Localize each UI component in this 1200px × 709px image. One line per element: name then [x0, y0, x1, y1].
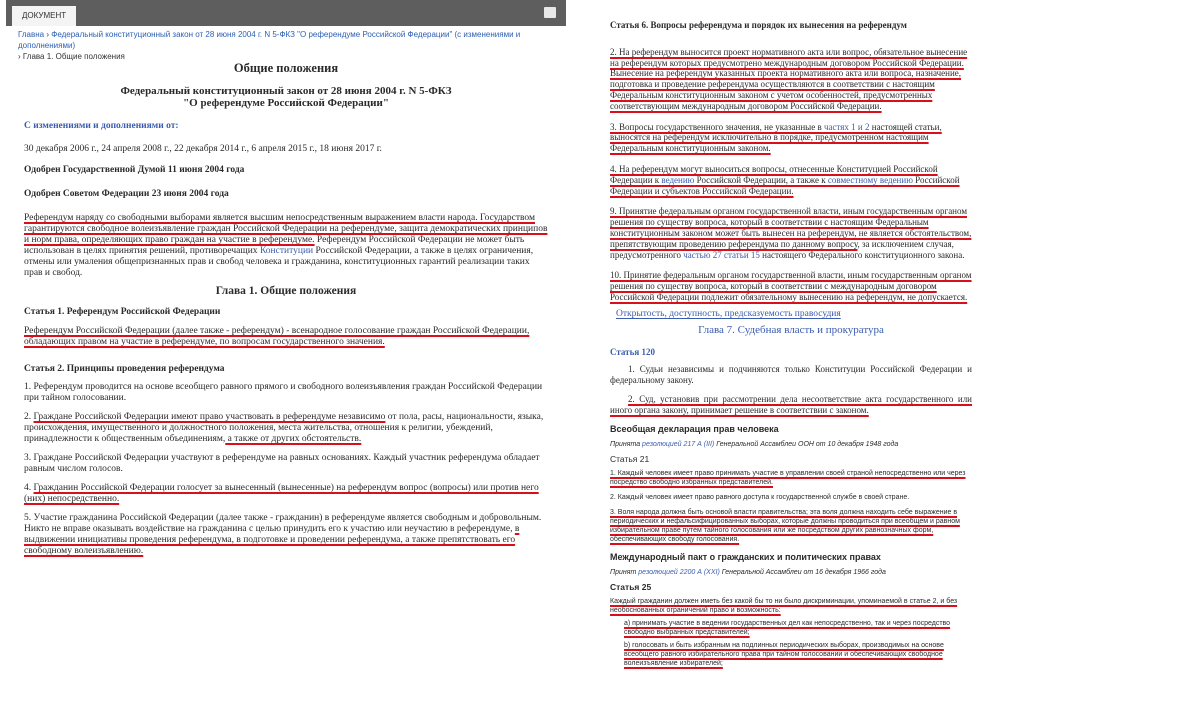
para-number: 2. — [24, 412, 34, 422]
article-1-title: Статья 1. Референдум Российской Федерации — [24, 307, 221, 317]
article-21-para-3-highlight: 3. Воля народа должна быть основой власти правительства; эта воля должна находить себе выражение в периодических и нефальсифицированных выборах, которые должны проводиться при всеобщем и равном избирательном праве путем тайного голосования или же посредством других равнозначных форм, обеспечивающих свободу голосования. — [610, 509, 960, 544]
article-6-para-4 — [610, 164, 972, 196]
article-6-para-2 — [610, 47, 972, 112]
article-25-intro — [610, 597, 972, 615]
resolution-217-link[interactable]: резолюцией 217 А (III) — [642, 441, 715, 449]
approved-council: Одобрен Советом Федерации 23 июня 2004 года — [24, 189, 229, 199]
breadcrumb — [6, 26, 566, 61]
page-title: Общие положения — [233, 61, 339, 75]
iccpr-subtitle-text-end: Генеральной Ассамблеи от 16 декабря 1966 года — [719, 569, 886, 577]
article-120-para-2-highlight: 2. Суд, установив при рассмотрении дела несоответствие акта государственного или иного органа закону, принимает решение в соответствии с законом. — [610, 393, 972, 415]
jurisdiction-link[interactable]: ведению — [661, 174, 695, 185]
tab-document[interactable]: ДОКУМЕНТ — [12, 6, 76, 26]
article-25-item-a-highlight: а) принимать участие в ведении государственных дел как непосредственно, так и через посредство свободно выбранных представителей; — [624, 620, 951, 637]
law-title — [24, 85, 548, 109]
parts-1-2-link[interactable]: частях 1 и 2 — [823, 121, 870, 132]
article-25-item-a — [624, 619, 972, 637]
resolution-2200-link[interactable]: резолюцией 2200 А (XXI) — [638, 569, 720, 577]
breadcrumb-home-link[interactable]: Главна — [18, 30, 45, 39]
article-6-para-3 — [610, 122, 972, 154]
preamble — [24, 213, 548, 279]
preamble-text-end: Российской Федерации, а также в целях ограничения, отмены или умаления общепризнанных прав и свобод человека и гражданина, конституционных гарантий реализации таких прав и свобод. — [24, 246, 534, 278]
article-21-title: Статья 21 — [610, 454, 650, 465]
iccpr-subtitle-text: Принят — [610, 569, 639, 577]
article-21-para-1 — [610, 469, 972, 487]
preamble-text: Референдум Российской Федерации не может быть использован в целях принятия решений, противоречащих — [24, 235, 525, 256]
article-6-para-4-text-mid: Российской Федерации, а также к — [694, 174, 828, 185]
udhr-title: Всеобщая декларация прав человека — [610, 424, 779, 435]
left-document-panel — [6, 0, 566, 709]
amendments-link[interactable]: С изменениями и дополнениями от: — [24, 121, 179, 131]
article-6-para-9-text-end: настоящего Федерального конституционного закона. — [759, 249, 965, 260]
openness-link[interactable]: Открытость, доступность, предсказуемость правосудия — [616, 308, 841, 319]
article-6-para-3-text-end: настоящей статьи, выносятся на референдум исключительно в порядке, предусмотренном настоящим Федеральным конституционным законом. — [610, 121, 942, 154]
article-6-para-2-highlight: 2. На референдум выносится проект нормативного акта или вопрос, обязательное вынесение на референдум которых предусмотрено международным договором Российской Федерации. Вынесение на референдум указанных проекта нормативного акта или вопроса, назначение, подготовка и проведение референдума осуществляются в соответствии с настоящим Федеральным конституционным законом с учетом особенностей, предусмотренных соответствующим международным договором Российской Федерации. — [610, 46, 968, 111]
breadcrumb-law-link[interactable]: Федеральный конституционный закон от 28 июня 2004 г. N 5-ФКЗ "О референдуме Российской Федерации" (с изменениями и дополнениями) — [18, 30, 521, 50]
article-25-title: Статья 25 — [610, 582, 652, 593]
article-6-para-4-text-end: Российской Федерации и субъектов Российской Федерации. — [610, 174, 960, 196]
joint-jurisdiction-link[interactable]: совместному ведению — [827, 174, 913, 185]
article-2-para-1: 1. Референдум проводится на основе всеобщего равного прямого и свободного волеизъявления граждан Российской Федерации при тайном голосовании. — [24, 382, 543, 403]
article-21-para-3 — [610, 508, 972, 544]
article-2-para-5-highlight: в выдвижении инициативы проведения референдума, в подготовке и проведении референдума, а также препятствовать его свободному волеизъявлению. — [24, 524, 520, 556]
document-toolbar — [6, 0, 566, 26]
law-title-line-1: Федеральный конституционный закон от 28 июня 2004 г. N 5-ФКЗ — [120, 85, 452, 97]
article-6-para-9-text: , за исключением случая, предусмотренного — [610, 238, 954, 260]
article-120-title: Статья 120 — [610, 347, 655, 358]
article-1-highlight: Референдум Российской Федерации (далее также - референдум) - всенародное голосование граждан Российской Федерации, обладающих правом на участие в референдуме, по вопросам государственного значения. — [24, 326, 530, 347]
iccpr-subtitle — [610, 568, 972, 577]
amendment-dates: 30 декабря 2006 г., 24 апреля 2008 г., 22 декабря 2014 г., 6 апреля 2015 г., 18 июня 2017 г. — [24, 144, 382, 154]
chapter-1-heading: Глава 1. Общие положения — [215, 285, 357, 297]
article-120-para-2 — [610, 394, 972, 416]
approved-duma: Одобрен Государственной Думой 11 июня 2004 года — [24, 165, 245, 175]
preamble-highlight: Референдум наряду со свободными выборами является высшим непосредственным выражением власти народа. Государством гарантируются свободное волеизъявление граждан Российской Федерации на референдуме, защита демократических принципов и норм права, определяющих право граждан на участие в референдуме. — [24, 213, 548, 245]
udhr-subtitle — [610, 440, 972, 449]
para-number: 4. — [24, 483, 34, 493]
article-2-para-2-highlight-end: а также от других обстоятельств. — [225, 434, 362, 444]
article-1-text — [24, 326, 548, 348]
article-6-para-9 — [610, 206, 972, 260]
law-title-line-2: "О референдуме Российской Федерации" — [183, 97, 389, 109]
part-27-article-15-link[interactable]: частью 27 статьи 15 — [683, 249, 760, 260]
article-6-para-9-highlight: 9. Принятие федеральным органом государственной власти, иным государственным органом решения по существу вопроса, который в соответствии с настоящим Федеральным конституционным законом может быть вынесен на референдум, не является обстоятельством, препятствующим проведению референдума по данному вопросу — [610, 206, 972, 249]
udhr-subtitle-text: Принята — [610, 441, 643, 449]
article-2-para-2-text: от пола, расы, национальности, языка, происхождения, имущественного и должностного положения, места жительства, отношения к религии, убеждений, принадлежности к общественным объединениям, — [24, 412, 544, 444]
article-2-para-2 — [24, 412, 548, 445]
article-25-item-b — [624, 641, 972, 668]
article-6-title: Статья 6. Вопросы референдума и порядок их вынесения на референдум — [610, 20, 907, 30]
article-6-para-3-text: 3. Вопросы государственного значения, не указанные в — [610, 121, 824, 132]
breadcrumb-separator: › — [44, 30, 52, 39]
article-6-para-10 — [610, 270, 972, 302]
article-6-para-10-highlight: 10. Принятие федеральным органом государственной власти, иным государственным органом решения по существу вопроса, который в соответствии с международным договором Российской Федерации подлежит обязательному вынесению на референдум, не допускается. — [610, 270, 972, 302]
iccpr-title: Международный пакт о гражданских и политических правах — [610, 552, 881, 563]
article-2-para-5-text: 5. Участие гражданина Российской Федерации (далее также - гражданин) в референдуме является свободным и добровольным. Никто не вправе оказывать воздействие на гражданина с целью принудить его к участию или неучастию в референдуме, — [24, 513, 542, 534]
article-21-para-2: 2. Каждый человек имеет право равного доступа к государственной службе в своей стране. — [610, 494, 910, 502]
article-2-para-3: 3. Граждане Российской Федерации участвуют в референдуме на равных основаниях. Каждый участник референдума обладает равным числом голосов. — [24, 453, 540, 474]
article-120-para-1: 1. Судьи независимы и подчиняются только Конституции Российской Федерации и федеральному закону. — [610, 364, 972, 385]
article-21-para-1-highlight: 1. Каждый человек имеет право принимать участие в управлении своей страной непосредственно или через посредство свободно избранных представителей. — [610, 470, 966, 487]
print-icon[interactable] — [544, 7, 556, 18]
article-25-item-b-highlight: b) голосовать и быть избранным на подлинных периодических выборах, производимых на основе всеобщего равного избирательного права при тайном голосовании и обеспечивающих свободное волеизъявление избирателей; — [624, 642, 944, 668]
article-2-title: Статья 2. Принципы проведения референдума — [24, 364, 225, 374]
article-25-intro-highlight: Каждый гражданин должен иметь без какой бы то ни было дискриминации, упоминаемой в статье 2, и без необоснованных ограничений право и возможность: — [610, 598, 958, 615]
article-2-para-2-highlight: Граждане Российской Федерации имеют право участвовать в референдуме независимо — [33, 412, 386, 422]
right-excerpts-panel — [610, 20, 972, 668]
breadcrumb-current: Глава 1. Общие положения — [22, 52, 125, 61]
chapter-7-heading: Глава 7. Судебная власть и прокуратура — [698, 323, 884, 336]
article-2-para-4 — [24, 483, 548, 505]
breadcrumb-separator: › — [18, 52, 23, 61]
article-2-para-5 — [24, 513, 548, 557]
constitution-link[interactable]: Конституции — [259, 246, 314, 256]
udhr-subtitle-text-end: Генеральной Ассамблеи ООН от 10 декабря 1948 года — [714, 441, 899, 449]
article-2-para-4-highlight: Гражданин Российской Федерации голосует за вынесенный (вынесенные) на референдум вопрос (вопросы) или против него (них) непосредственно. — [24, 483, 539, 504]
article-6-para-4-text: 4. На референдум могут выноситься вопросы, отнесенные Конституцией Российской Федерации к — [610, 163, 938, 185]
